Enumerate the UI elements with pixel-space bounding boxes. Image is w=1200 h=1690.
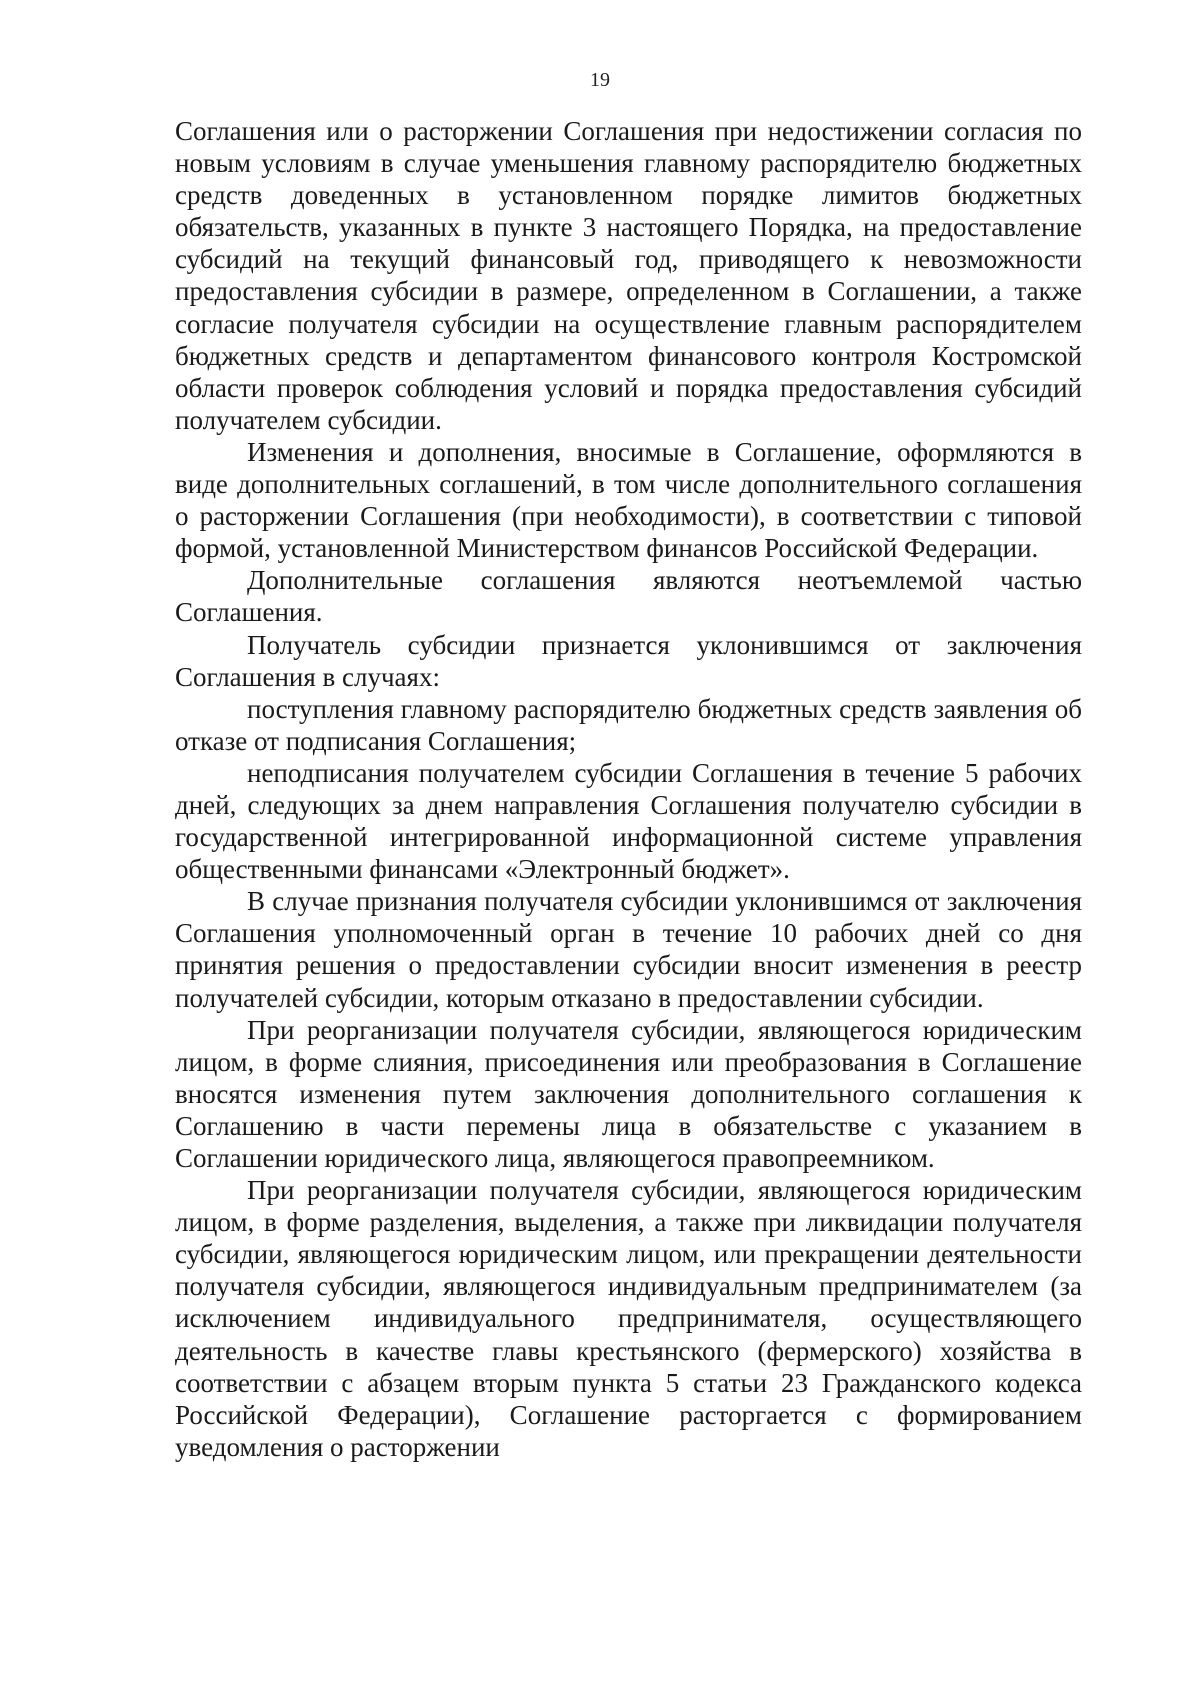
list-item-refusal-statement: поступления главному распорядителю бюджетных средств заявления об отказе от подписания Соглашения; bbox=[175, 693, 1082, 756]
document-body bbox=[175, 115, 1082, 1463]
page-number: 19 bbox=[590, 69, 610, 91]
paragraph-evasion-cases: Получатель субсидии признается уклонившимся от заключения Соглашения в случаях: bbox=[175, 629, 1082, 692]
paragraph-amendments: Изменения и дополнения, вносимые в Соглашение, оформляются в виде дополнительных соглашений, в том числе дополнительного соглашения о расторжении Соглашения (при необходимости), в соответствии с типовой формой, установленной Министерством финансов Российской Федерации. bbox=[175, 436, 1082, 564]
list-item-non-signing: неподписания получателем субсидии Соглашения в течение 5 рабочих дней, следующих за днем направления Соглашения получателю субсидии в государственной интегрированной информационной системе управления общественными финансами «Электронный бюджет». bbox=[175, 757, 1082, 885]
paragraph-continuation: Соглашения или о расторжении Соглашения при недостижении согласия по новым условиям в случае уменьшения главному распорядителю бюджетных средств доведенных в установленном порядке лимитов бюджетных обязательств, указанных в пункте 3 настоящего Порядка, на предоставление субсидий на текущий финансовый год, приводящего к невозможности предоставления субсидии в размере, определенном в Соглашении, а также согласие получателя субсидии на осуществление главным распорядителем бюджетных средств и департаментом финансового контроля Костромской области проверок соблюдения условий и порядка предоставления субсидий получателем субсидии. bbox=[175, 116, 1082, 435]
paragraph-reorganization-division: При реорганизации получателя субсидии, являющегося юридическим лицом, в форме разделения, выделения, а также при ликвидации получателя субсидии, являющегося юридическим лицом, или прекращении деятельности получателя субсидии, являющегося индивидуальным предпринимателем (за исключением индивидуального предпринимателя, осуществляющего деятельность в качестве главы крестьянского (фермерского) хозяйства в соответствии с абзацем вторым пункта 5 статьи 23 Гражданского кодекса Российской Федерации), Соглашение расторгается с формированием уведомления о расторжении bbox=[175, 1175, 1082, 1462]
paragraph-registry-changes: В случае признания получателя субсидии уклонившимся от заключения Соглашения уполномоченный орган в течение 10 рабочих дней со дня принятия решения о предоставлении субсидии вносит изменения в реестр получателей субсидии, которым отказано в предоставлении субсидии. bbox=[175, 886, 1082, 1013]
paragraph-additional-agreements: Дополнительные соглашения являются неотъемлемой частью Соглашения. bbox=[175, 565, 1082, 628]
paragraph-reorganization-merger: При реорганизации получателя субсидии, являющегося юридическим лицом, в форме слияния, присоединения или преобразования в Соглашение вносятся изменения путем заключения дополнительного соглашения к Соглашению в части перемены лица в обязательстве с указанием в Соглашении юридического лица, являющегося правопреемником. bbox=[175, 1014, 1082, 1173]
